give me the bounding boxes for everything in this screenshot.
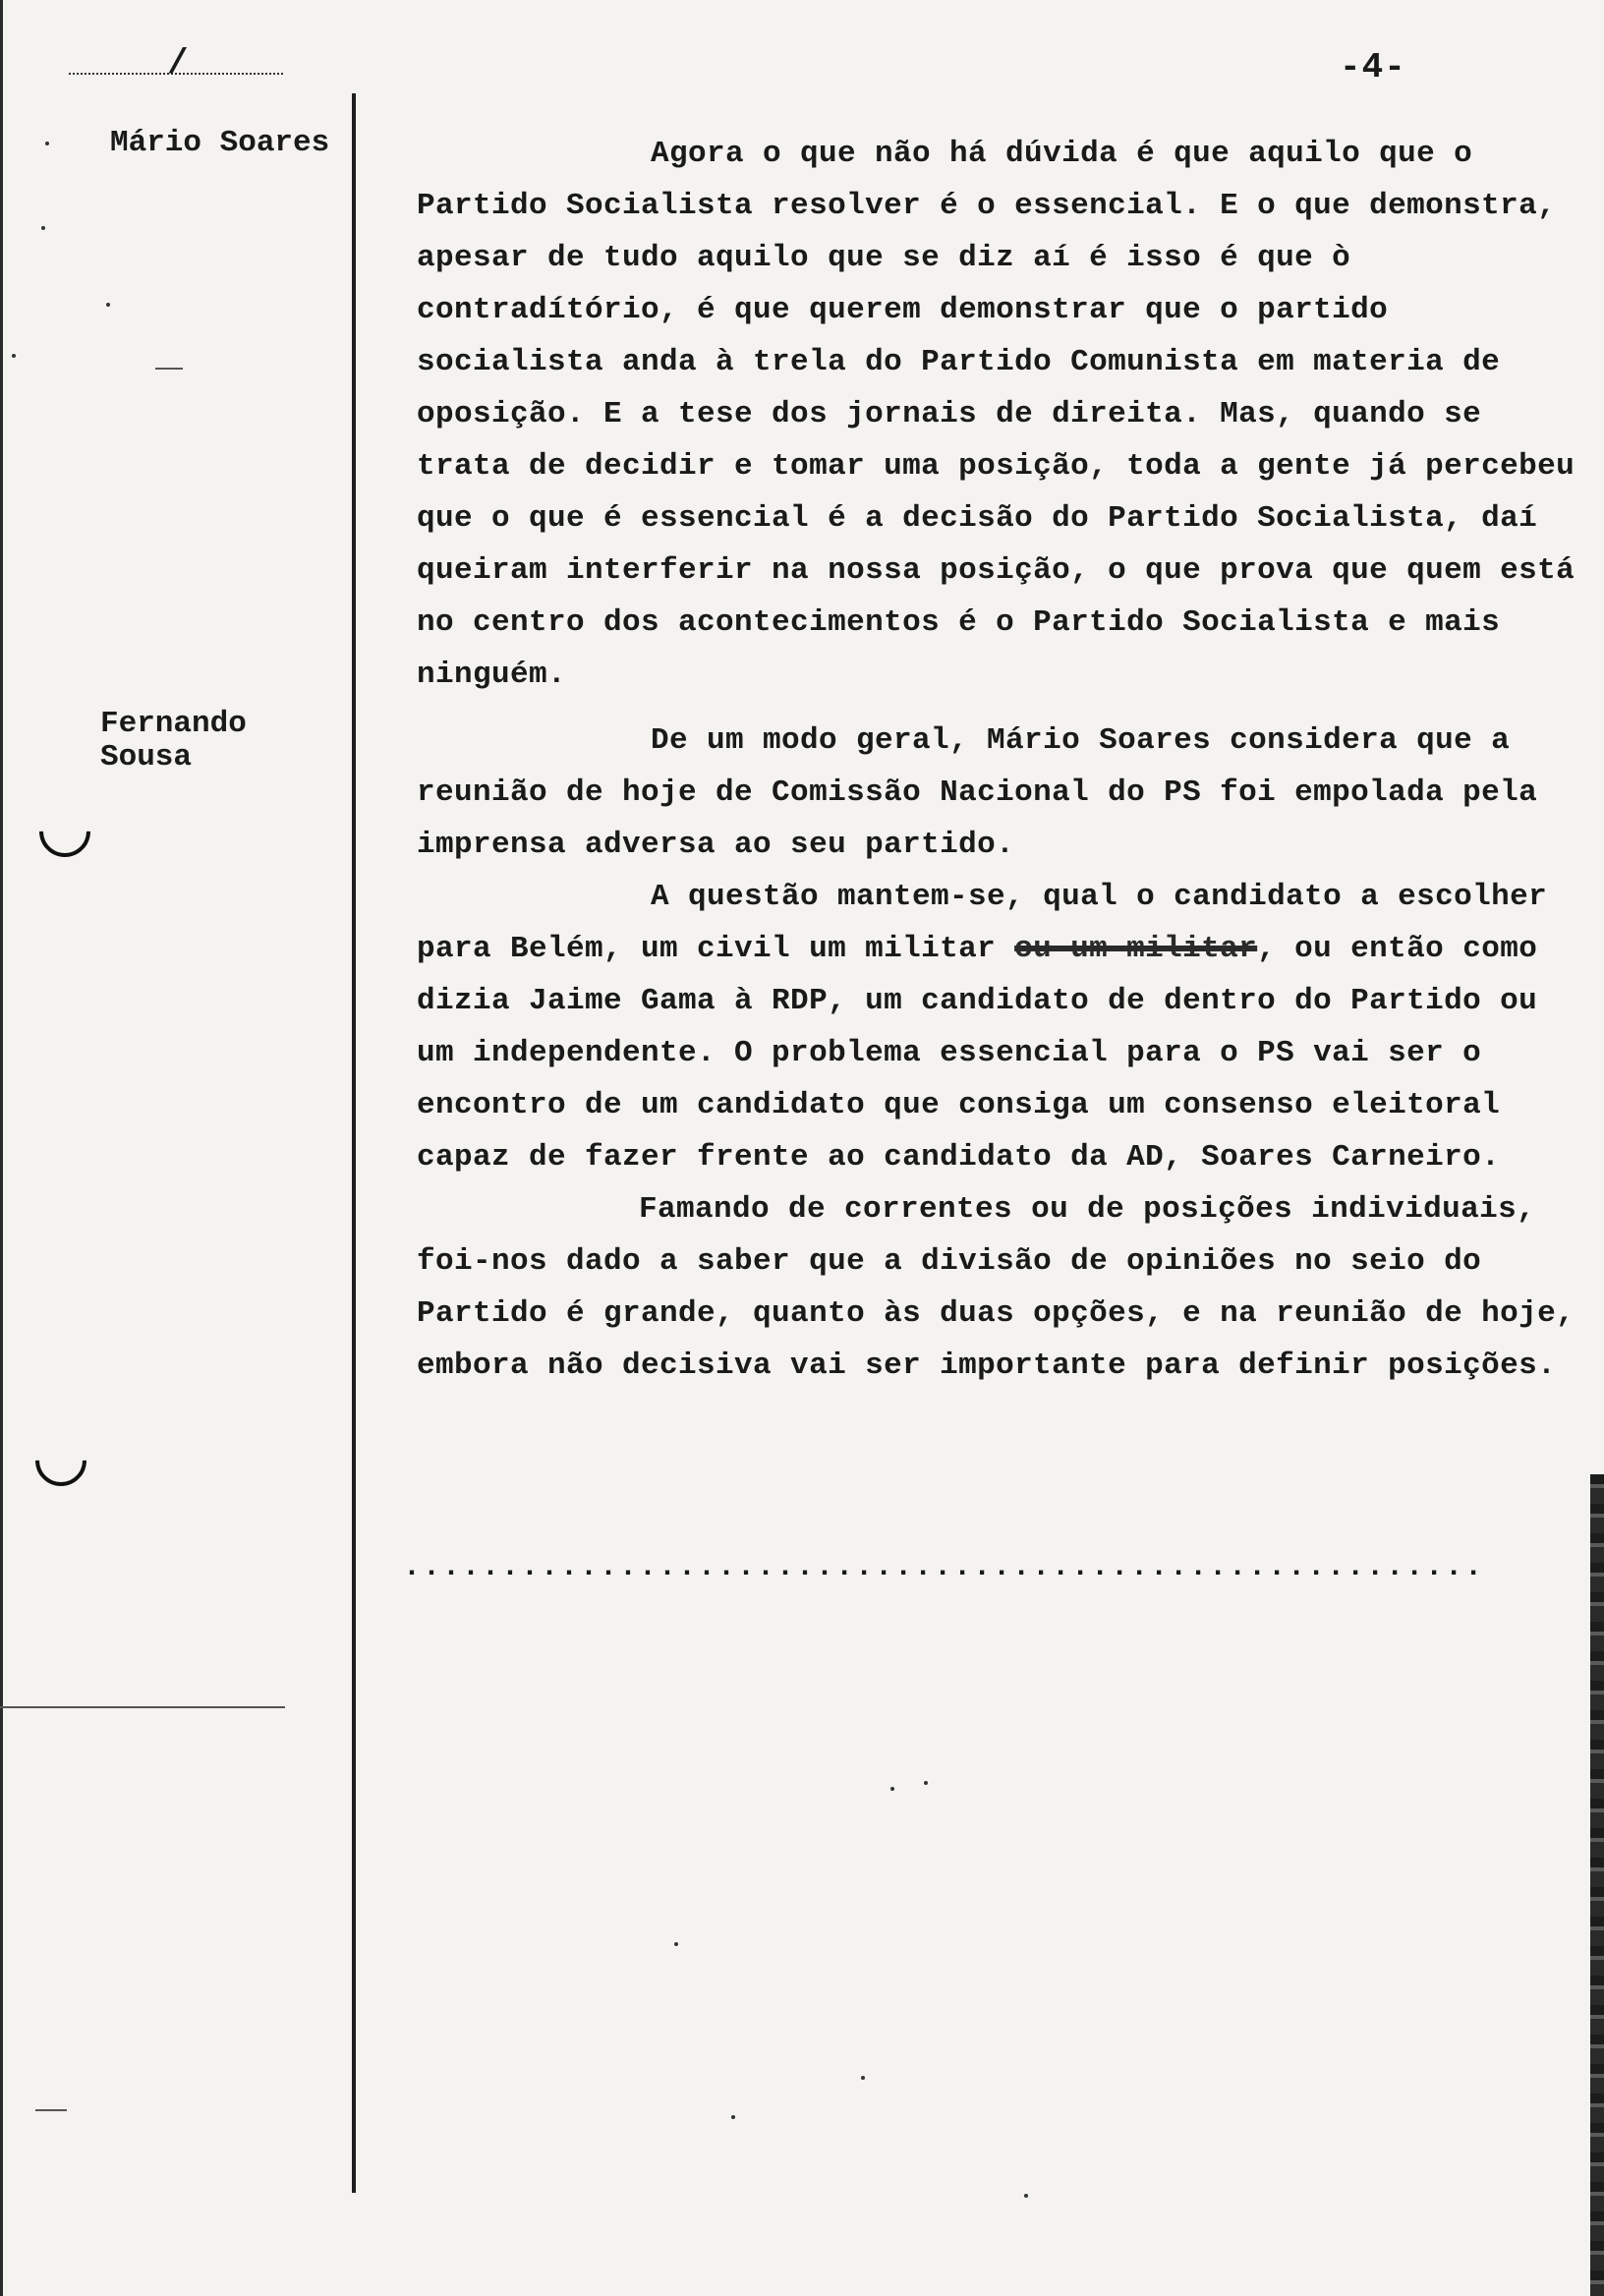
paragraph-1: Agora o que não há dúvida é que aquilo que o Partido Socialista resolver é o essencial. E o que demonstra, apesar de tudo aquilo que se diz aí é isso é que ò contradítório, é que querem demonstrar que o partido socialista anda à trela do Partido Comunista em materia de oposição. E a tese dos jornais de direita. Mas, quando se trata de decidir e tomar uma posição, toda a gente já percebeu que o que é essencial é a decisão do Partido Socialista, daí queiram interferir na nossa posição, o que prova que quem está no centro dos acontecimentos é o Partido Socialista e mais ninguém.: [417, 137, 1575, 692]
scan-dash: [35, 2109, 67, 2111]
scan-speck: [106, 303, 110, 307]
paragraph-3: [417, 871, 1591, 1183]
scan-speck: [41, 226, 45, 230]
hole-punch-mark-bottom: [25, 1424, 97, 1497]
scan-dash: [155, 368, 183, 370]
paragraph-2: De um modo geral, Mário Soares considera que a reunião de hoje de Comissão Nacional do PS foi empolada pela imprensa adversa ao seu partido.: [417, 723, 1538, 862]
top-mark: /: [167, 43, 189, 84]
speaker-label-mario-soares: Mário Soares: [110, 126, 330, 160]
speaker-label-fernando-sousa: Fernando Sousa: [100, 707, 247, 775]
transcript-body: [417, 128, 1591, 1392]
hole-punch-mark-top: [29, 795, 101, 868]
paragraph-3-start: A questão mantem-se, qual o candidato a escolher para Belém, um civil um militar: [417, 880, 1548, 966]
paragraph-4: Famando de correntes ou de posições individuais, foi-nos dado a saber que a divisão de opiniões no seio do Partido é grande, quanto às duas opções, e na reunião de hoje, embora não decisiva vai ser importante para definir posições.: [417, 1192, 1575, 1383]
left-scan-edge: [0, 0, 3, 2296]
scan-speck: [890, 1787, 894, 1791]
scan-speck: [45, 142, 49, 145]
scan-dashed-mark: [0, 1706, 285, 1708]
scan-speck: [861, 2076, 865, 2080]
scan-speck: [924, 1781, 928, 1785]
end-dotted-line: .......................................................: [403, 1551, 1485, 1584]
struck-out-text: ou um militar: [1014, 932, 1258, 966]
page-number: -4-: [1340, 47, 1406, 87]
paragraph-3-end: , ou então como dizia Jaime Gama à RDP, um candidato de dentro do Partido ou um independente. O problema essencial para o PS vai ser o encontro de um candidato que consiga um consenso eleitoral capaz de fazer frente ao candidato da AD, Soares Carneiro.: [417, 932, 1538, 1175]
scan-speck: [674, 1942, 678, 1946]
scan-speck: [12, 354, 16, 358]
margin-divider-line: [352, 93, 356, 2193]
scan-speck: [1024, 2194, 1028, 2198]
scan-speck: [731, 2115, 735, 2119]
right-scan-edge: [1590, 1474, 1604, 2296]
